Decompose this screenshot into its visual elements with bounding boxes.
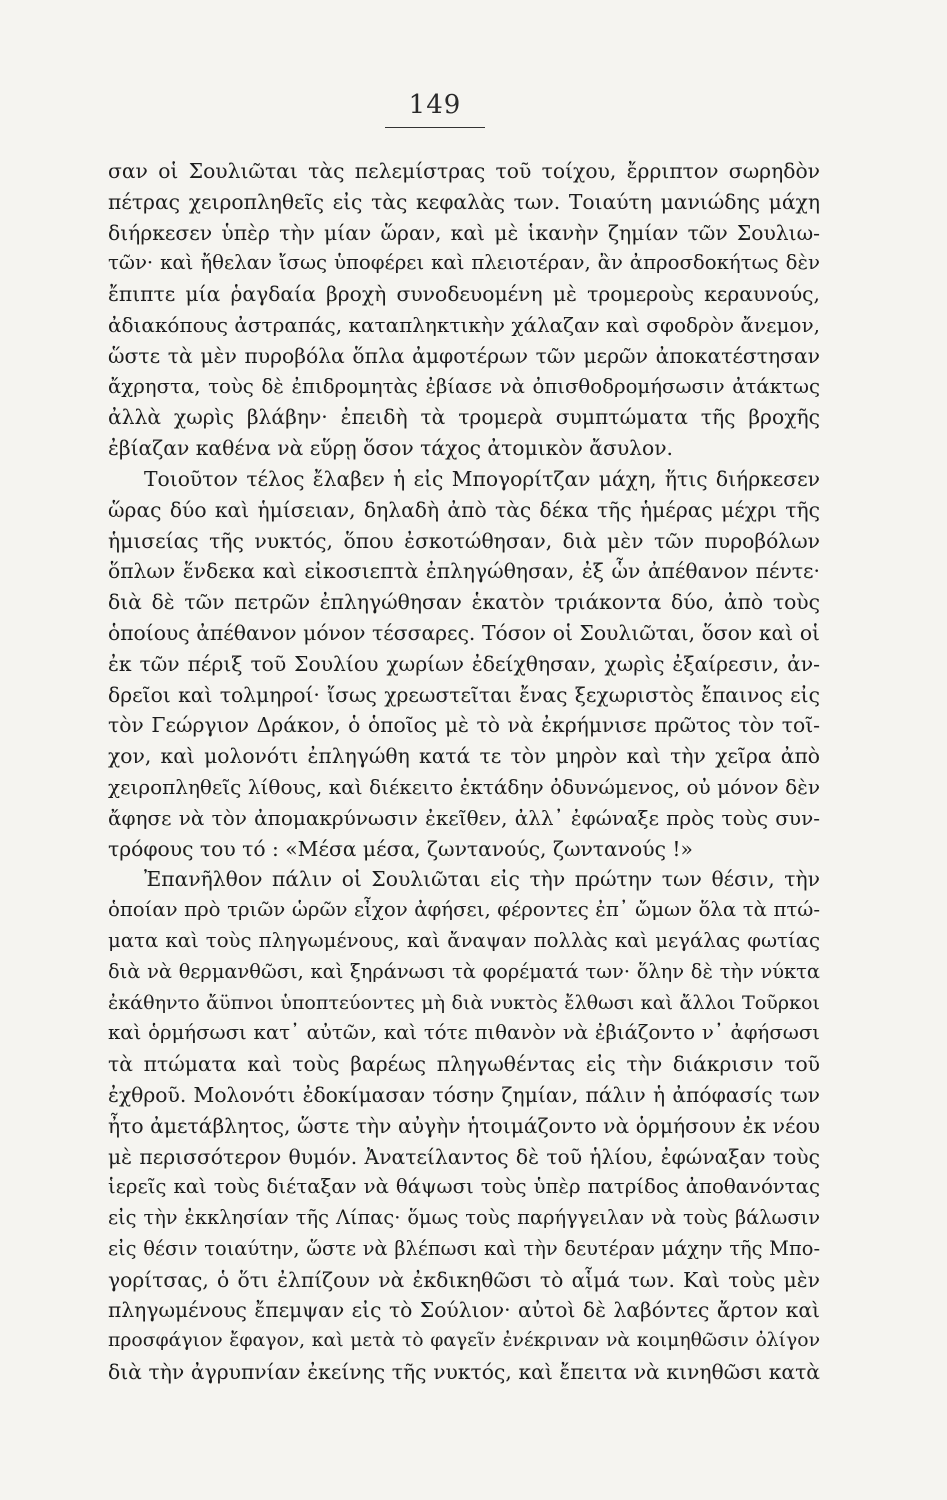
text-line: εἰς τὴν ἐκκλησίαν τῆς Λίπας· ὅμως τοὺς παρήγγειλαν νὰ τοὺς βάλωσιν [108,1206,820,1230]
text-line: Τοιοῦτον τέλος ἔλαβεν ἡ εἰς Μπογορίτζαν μάχη, ἥτις διήρκεσεν [144,466,820,491]
text-line: ὥρας δύο καὶ ἡμίσειαν, δηλαδὴ ἀπὸ τὰς δέκα τῆς ἡμέρας μέχρι τῆς [108,497,820,522]
text-line: ἐβίαζαν καθένα νὰ εὕρῃ ὅσον τάχος ἀτομικὸν ἄσυλον. [108,436,674,461]
text-line: ἄχρηστα, τοὺς δὲ ἐπιδρομητὰς ἐβίασε νὰ ὀπισθοδρομήσωσιν ἀτάκτως [108,374,820,398]
text-line: μὲ περισσότερον θυμόν. Ἀνατείλαντος δὲ τοῦ ἡλίου, ἐφώναξαν τοὺς [108,1144,820,1169]
text-line: ἔπιπτε μία ῥαγδαία βροχὴ συνοδευομένη μὲ τρομεροὺς κεραυνούς, [108,282,820,307]
text-line: ἀδιακόπους ἀστραπάς, καταπληκτικὴν χάλαζαν καὶ σφοδρὸν ἄνεμον, [108,312,820,337]
text-line: ματα καὶ τοὺς πληγωμένους, καὶ ἄναψαν πολλὰς καὶ μεγάλας φωτίας [108,928,820,952]
text-line: ὅπλων ἕνδεκα καὶ εἰκοσιεπτὰ ἐπληγώθησαν, ἐξ ὧν ἀπέθανον πέντε· [108,559,820,584]
text-line: ὁποίους ἀπέθανον μόνον τέσσαρες. Τόσον οἱ Σουλιῶται, ὅσον καὶ οἱ [108,620,820,645]
text-line: ἦτο ἀμετάβλητος, ὥστε τὴν αὐγὴν ἡτοιμάζοντο νὰ ὁρμήσουν ἐκ νέου [108,1113,820,1138]
text-line: γορίτσας, ὁ ὅτι ἐλπίζουν νὰ ἐκδικηθῶσι τὸ αἷμά των. Καὶ τοὺς μὲν [108,1267,820,1292]
text-line: ἐχθροῦ. Μολονότι ἐδοκίμασαν τόσην ζημίαν, πάλιν ἡ ἀπόφασίς των [108,1082,820,1107]
text-line: ἡμισείας τῆς νυκτός, ὅπου ἐσκοτώθησαν, διὰ μὲν τῶν πυροβόλων [108,528,820,553]
body-text [108,156,820,1388]
text-line: ὁποίαν πρὸ τριῶν ὡρῶν εἶχον ἀφήσει, φέροντες ἐπ᾽ ὤμων ὅλα τὰ πτώ- [108,898,820,922]
text-line: τὰ πτώματα καὶ τοὺς βαρέως πληγωθέντας εἰς τὴν διάκρισιν τοῦ [108,1052,820,1077]
text-line: διὰ τὴν ἀγρυπνίαν ἐκείνης τῆς νυκτός, καὶ ἔπειτα νὰ κινηθῶσι κατὰ [108,1360,820,1385]
text-line: τρόφους του τό : «Μέσα μέσα, ζωντανούς, ζωντανούς !» [108,836,693,861]
text-line: χειροπληθεῖς λίθους, καὶ διέκειτο ἐκτάδην ὀδυνώμενος, οὐ μόνον δὲν [108,774,820,799]
text-line: τῶν· καὶ ἤθελαν ἴσως ὑποφέρει καὶ πλειοτέραν, ἂν ἀπροσδοκήτως δὲν [108,251,820,275]
text-line: ἱερεῖς καὶ τοὺς διέταξαν νὰ θάψωσι τοὺς ὑπὲρ πατρίδος ἀποθανόντας [108,1175,820,1199]
text-line: δρεῖοι καὶ τολμηροί· ἴσως χρεωστεῖται ἔνας ξεχωριστὸς ἔπαινος εἰς [108,682,820,707]
text-line: ἀλλὰ χωρὶς βλάβην· ἐπειδὴ τὰ τρομερὰ συμπτώματα τῆς βροχῆς [108,405,820,430]
text-line: εἰς θέσιν τοιαύτην, ὥστε νὰ βλέπωσι καὶ τὴν δευτέραν μάχην τῆς Μπο- [108,1236,820,1260]
header-rule [385,127,485,128]
text-line: ὥστε τὰ μὲν πυροβόλα ὅπλα ἀμφοτέρων τῶν μερῶν ἀποκατέστησαν [108,343,820,368]
page-number: 149 [408,90,462,120]
text-line: διὰ δὲ τῶν πετρῶν ἐπληγώθησαν ἑκατὸν τριάκοντα δύο, ἀπὸ τοὺς [108,590,820,615]
text-line: πέτρας χειροπληθεῖς εἰς τὰς κεφαλὰς των. Τοιαύτη μανιώδης μάχη [108,189,820,214]
text-line: πληγωμένους ἔπεμψαν εἰς τὸ Σούλιον· αὐτοὶ δὲ λαβόντες ἄρτον καὶ [108,1298,820,1323]
text-line: ἐκάθηντο ἄϋπνοι ὑποπτεύοντες μὴ διὰ νυκτὸς ἔλθωσι καὶ ἄλλοι Τοῦρκοι [108,990,820,1014]
text-line: διήρκεσεν ὑπὲρ τὴν μίαν ὥραν, καὶ μὲ ἱκανὴν ζημίαν τῶν Σουλιω- [108,220,820,245]
text-line: Ἐπανῆλθον πάλιν οἱ Σουλιῶται εἰς τὴν πρώτην των θέσιν, τὴν [144,867,820,892]
text-line: διὰ νὰ θερμανθῶσι, καὶ ξηράνωσι τὰ φορέματά των· ὅλην δὲ τὴν νύκτα [108,959,820,983]
text-line: ἄφησε νὰ τὸν ἀπομακρύνωσιν ἐκεῖθεν, ἀλλ᾽ ἐφώναξε πρὸς τοὺς συν- [108,805,820,830]
text-line: χον, καὶ μολονότι ἐπληγώθη κατά τε τὸν μηρὸν καὶ τὴν χεῖρα ἀπὸ [108,744,820,769]
text-line: καὶ ὁρμήσωσι κατ᾽ αὐτῶν, καὶ τότε πιθανὸν νὰ ἐβιάζοντο ν᾽ ἀφήσωσι [108,1021,820,1045]
text-line: τὸν Γεώργιον Δράκον, ὁ ὁποῖος μὲ τὸ νὰ ἐκρήμνισε πρῶτος τὸν τοῖ- [108,713,820,738]
text-line: σαν οἱ Σουλιῶται τὰς πελεμίστρας τοῦ τοίχου, ἔρριπτον σωρηδὸν [108,159,820,183]
text-line: ἐκ τῶν πέριξ τοῦ Σουλίου χωρίων ἐδείχθησαν, χωρὶς ἐξαίρεσιν, ἀν- [108,651,820,676]
text-line: προσφάγιον ἔφαγον, καὶ μετὰ τὸ φαγεῖν ἐνέκριναν νὰ κοιμηθῶσιν ὀλίγον [108,1330,820,1352]
